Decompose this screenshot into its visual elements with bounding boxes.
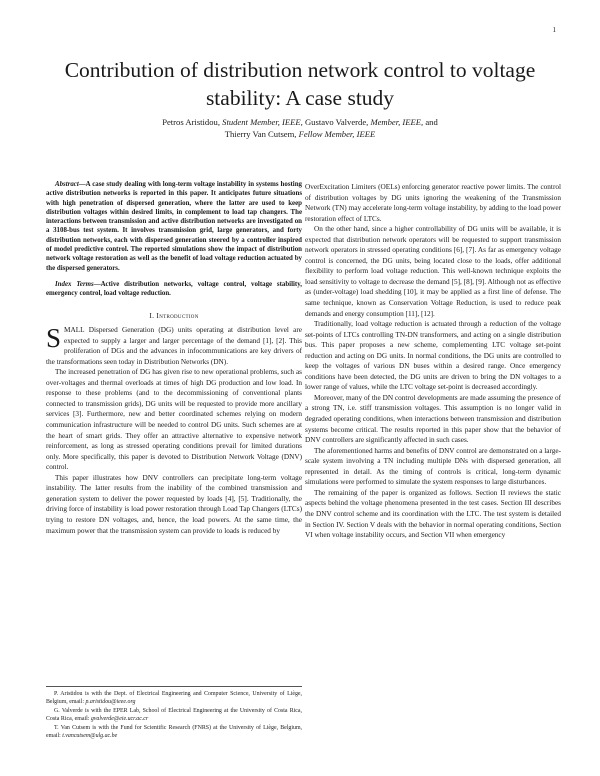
right-column <box>305 182 561 541</box>
index-terms <box>46 280 302 299</box>
section-heading-introduction: I. Introduction <box>149 310 199 320</box>
author-role: Student Member, IEEE, <box>222 117 303 127</box>
footnote-2 <box>46 707 302 724</box>
paper-title: Contribution of distribution network control to voltage stability: A case study <box>64 58 536 110</box>
footnote-1-text: P. Aristidou is with the Dept. of Electrical Engineering and Computer Science, University of Liège, Belgium, email: <box>46 691 302 706</box>
intro-paragraph-3-continued: OverExcitation Limiters (OELs) enforcing generator reactive power limits. The control of distribution voltages by DG units ignoring the weakening of the Transmission Network (TN) may accelerate long-term voltage instability, by adding to the load power restoration effect of LTCs. <box>305 183 561 223</box>
intro-paragraph-1-text: Dispersed Generation (DG) units operating at distribution level are expected to supply a larger and larger percentage of the demand [1], [2]. This proliferation of DGs and the advances in infocommunications are key drivers of the transformations seen today in Distribution Networks (DN). <box>46 326 302 366</box>
index-terms-lead: Index Terms <box>55 280 94 288</box>
footnote-1-email: p.aristidou@ieee.org <box>85 699 136 706</box>
footnote-2-email: gvalverde@eie.ucr.ac.cr <box>90 716 149 723</box>
intro-paragraph-8: The remaining of the paper is organized as follows. Section II reviews the static aspects behind the voltage phenomena presented in the test cases. Section III describes the DNV control scheme and its coordination with the LTC. The test system is detailed in Section IV. Section V deals with the behavior in normal operating conditions, Section VI when voltage instability occurs, and Section VII when emergency <box>305 488 561 540</box>
footnote-2-text: G. Valverde is with the EPER Lab, School of Electrical Engineering at the University of Costa Rica, Costa Rica, email: <box>46 707 302 723</box>
intro-paragraph-2: The increased penetration of DG has given rise to new operational problems, such as over-voltages and thermal overloads at times of high DG production and low load. In response to these problems (and to the decommissioning of conventional plants connected to transmission grids), DG units will be requested to provide more ancillary services [3]. Furthermore, new and better coordinated schemes relying on modern communication infrastructure will be needed to control DG units. Such schemes are at the heart of smart grids. They offer an attractive alternative to expensive network reinforcement, as long as stressed operating conditions prevail for limited durations only. More specifically, this paper is devoted to Distribution Network Voltage (DNV) control. <box>46 368 302 472</box>
footnote-3-email: t.vancutsem@ulg.ac.be <box>62 733 118 740</box>
author-line-1 <box>40 116 560 128</box>
author-name: Petros Aristidou, <box>162 117 220 127</box>
intro-paragraph-5: Traditionally, load voltage reduction is actuated through a reduction of the voltage set-points of LTCs controlling TN-DN transformers, and acting on a single distribution bus. This paper proposes a new scheme, complementing LTC voltage set-point reduction and acting on DG units. In normal conditions, the DG units are controlled to keep the voltages of various DN buses within a desired range. Once emergency conditions have been detected, the DG units are driven to bring the DN voltages to a lower range of values, while the LTC voltage set-point is decreased accordingly. <box>305 320 561 392</box>
index-terms-text: —Active distribution networks, voltage control, voltage stability, emergency control, load voltage reduction. <box>46 280 303 298</box>
author-name: Thierry Van Cutsem, <box>224 129 297 139</box>
author-footnotes <box>46 686 302 740</box>
left-column <box>46 180 302 536</box>
abstract-lead: Abstract <box>55 181 79 188</box>
author-name: Gustavo Valverde, <box>304 117 369 127</box>
drop-cap: S <box>46 323 62 354</box>
intro-paragraph-6: Moreover, many of the DN control developments are made assuming the presence of a strong TN, i.e. stiff transmission voltages. This assumption is no longer valid in degraded operating conditions, when interactions between transmission and distribution systems become critical. The results reported in this paper show that the behavior of DNV controllers are significantly affected in such cases. <box>305 393 561 445</box>
author-list <box>40 116 560 140</box>
intro-paragraph-3: This paper illustrates how DNV controllers can precipitate long-term voltage instability. The latter results from the inability of the combined transmission and generation system to deliver the power requested by loads [4], [5]. Traditionally, the driving force of instability is load power restoration through Load Tap Changers (LTCs) trying to restore DN voltages, and, hence, the load powers. At the same time, the maximum power that the transmission system can provide to loads is reduced by <box>46 473 302 535</box>
footnote-1 <box>46 690 302 707</box>
footnote-3-text: T. Van Cutsem is with the Fund for Scientific Research (FNRS) at the University of Liège, Belgium, email: <box>46 724 302 740</box>
page-number: 1 <box>552 26 556 34</box>
author-role: Fellow Member, IEEE <box>298 129 376 139</box>
author-role: Member, IEEE, <box>370 117 424 127</box>
author-conjunction: and <box>425 117 438 127</box>
abstract-text: —A case study dealing with long-term voltage instability in systems hosting active distribution networks is reported in this paper. It anticipates future situations with high penetration of dispersed generation, where the latter are used to keep distribution voltages within desired limits, in complement to load tap changers. The interactions between transmission and active distribution networks are investigated on a 3108-bus test system. It involves transmission grid, large generators, and forty distribution networks, each with dispersed generation steered by a controller inspired of model predictive control. The reported simulations show the impact of distribution network voltage restoration as well as the benefit of load voltage reduction actuated by the dispersed generators. <box>46 181 302 272</box>
footnote-3 <box>46 724 302 741</box>
intro-smallcaps: MALL <box>64 326 85 335</box>
author-line-2 <box>40 128 560 140</box>
intro-paragraph-4: On the other hand, since a higher controllability of DG units will be available, it is expected that distribution network operators will be requested to support transmission network operators in stressed operating conditions [6], [7]. As far as emergency voltage control is concerned, the DG units, being located close to the loads, offer additional flexibility to perform load voltage reduction. This well-known technique exploits the load sensitivity to voltage to decrease the demand [5], [8], [9]. Although not as effective as (under-voltage) load shedding [10], it may be applied as a first line of defense. The same technique, known as Conservation Voltage Reduction, is used to reduce peak demands and energy consumption [11], [12]. <box>305 225 561 318</box>
intro-paragraph-1 <box>46 325 302 367</box>
abstract <box>46 180 302 273</box>
intro-paragraph-7: The aforementioned harms and benefits of DNV control are demonstrated on a large-scale system involving a TN including multiple DNs with dispersed generation, all represented in detail. As the timing of controls is critical, long-term dynamic simulations were performed to simulate the system responses to large disturbances. <box>305 446 561 487</box>
